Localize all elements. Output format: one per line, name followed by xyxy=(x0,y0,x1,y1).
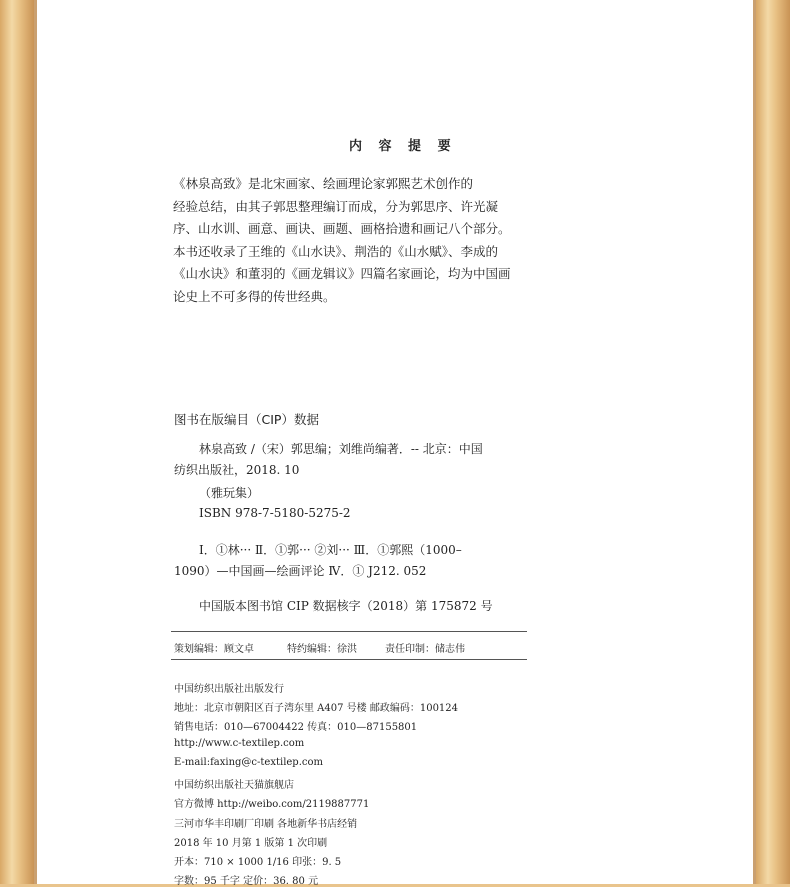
summary-line: 《林泉高致》是北宋画家、绘画理论家郭熙艺术创作的 xyxy=(173,176,474,191)
publisher-phone: 销售电话：010—67004422 传真：010—87155801 xyxy=(174,722,418,733)
planning-editor: 策划编辑：顾文卓 xyxy=(174,644,254,655)
wood-frame-right xyxy=(756,0,790,884)
cip-isbn: ISBN 978-7-5180-5275-2 xyxy=(199,506,351,520)
cip-line: 纺织出版社，2018. 10 xyxy=(174,463,300,477)
copyright-page xyxy=(37,0,753,887)
format-line: 开本：710 × 1000 1/16 印张：9. 5 xyxy=(174,857,342,868)
publisher-website: http://www.c-textilep.com xyxy=(174,738,305,749)
frame-edge-right xyxy=(753,0,756,884)
cip-classification: 1090）—中国画—绘画评论 Ⅳ．① J212. 052 xyxy=(174,564,427,578)
publisher-store: 中国纺织出版社天猫旗舰店 xyxy=(174,780,294,791)
summary-line: 本书还收录了王维的《山水诀》、荆浩的《山水赋》、李成的 xyxy=(173,243,499,259)
publisher-line: 中国纺织出版社出版发行 xyxy=(174,684,284,695)
cip-classification: Ⅰ．①林··· Ⅱ．①郭··· ②刘··· Ⅲ．①郭熙（1000– xyxy=(199,543,462,557)
publisher-address: 地址：北京市朝阳区百子湾东里 A407 号楼 邮政编码：100124 xyxy=(174,703,459,714)
divider-top xyxy=(171,631,527,632)
summary-title: 内 容 提 要 xyxy=(349,139,457,154)
summary-line: 论史上不可多得的传世经典。 xyxy=(173,288,336,304)
publisher-weibo: 官方微博 http://weibo.com/2119887771 xyxy=(174,799,370,810)
edition-line: 2018 年 10 月第 1 版第 1 次印刷 xyxy=(174,838,328,849)
wood-frame-left xyxy=(0,0,34,884)
printer-line: 三河市华丰印刷厂印刷 各地新华书店经销 xyxy=(174,819,358,830)
summary-line: 经验总结，由其子郭思整理编订而成，分为郭思序、许光凝 xyxy=(173,198,499,214)
divider-bottom xyxy=(171,659,527,660)
cip-heading: 图书在版编目（CIP）数据 xyxy=(174,412,319,427)
cip-line: 林泉高致 /（宋）郭思编；刘维尚编著．-- 北京：中国 xyxy=(199,442,483,456)
summary-line: 序、山水训、画意、画诀、画题、画格拾遗和画记八个部分。 xyxy=(173,221,511,236)
summary-line: 《山水诀》和董羽的《画龙辑议》四篇名家画论，均为中国画 xyxy=(173,266,511,281)
printing-supervisor: 责任印制：储志伟 xyxy=(385,644,465,655)
price-line: 字数：95 千字 定价：36. 80 元 xyxy=(174,876,319,887)
summary-paragraph xyxy=(173,173,529,308)
cip-verify-number: 中国版本图书馆 CIP 数据核字（2018）第 175872 号 xyxy=(199,599,493,613)
publisher-email: E-mail:faxing@c-textilep.com xyxy=(174,757,323,768)
special-editor: 特约编辑：徐洪 xyxy=(287,644,357,655)
cip-series: （雅玩集） xyxy=(199,486,260,500)
